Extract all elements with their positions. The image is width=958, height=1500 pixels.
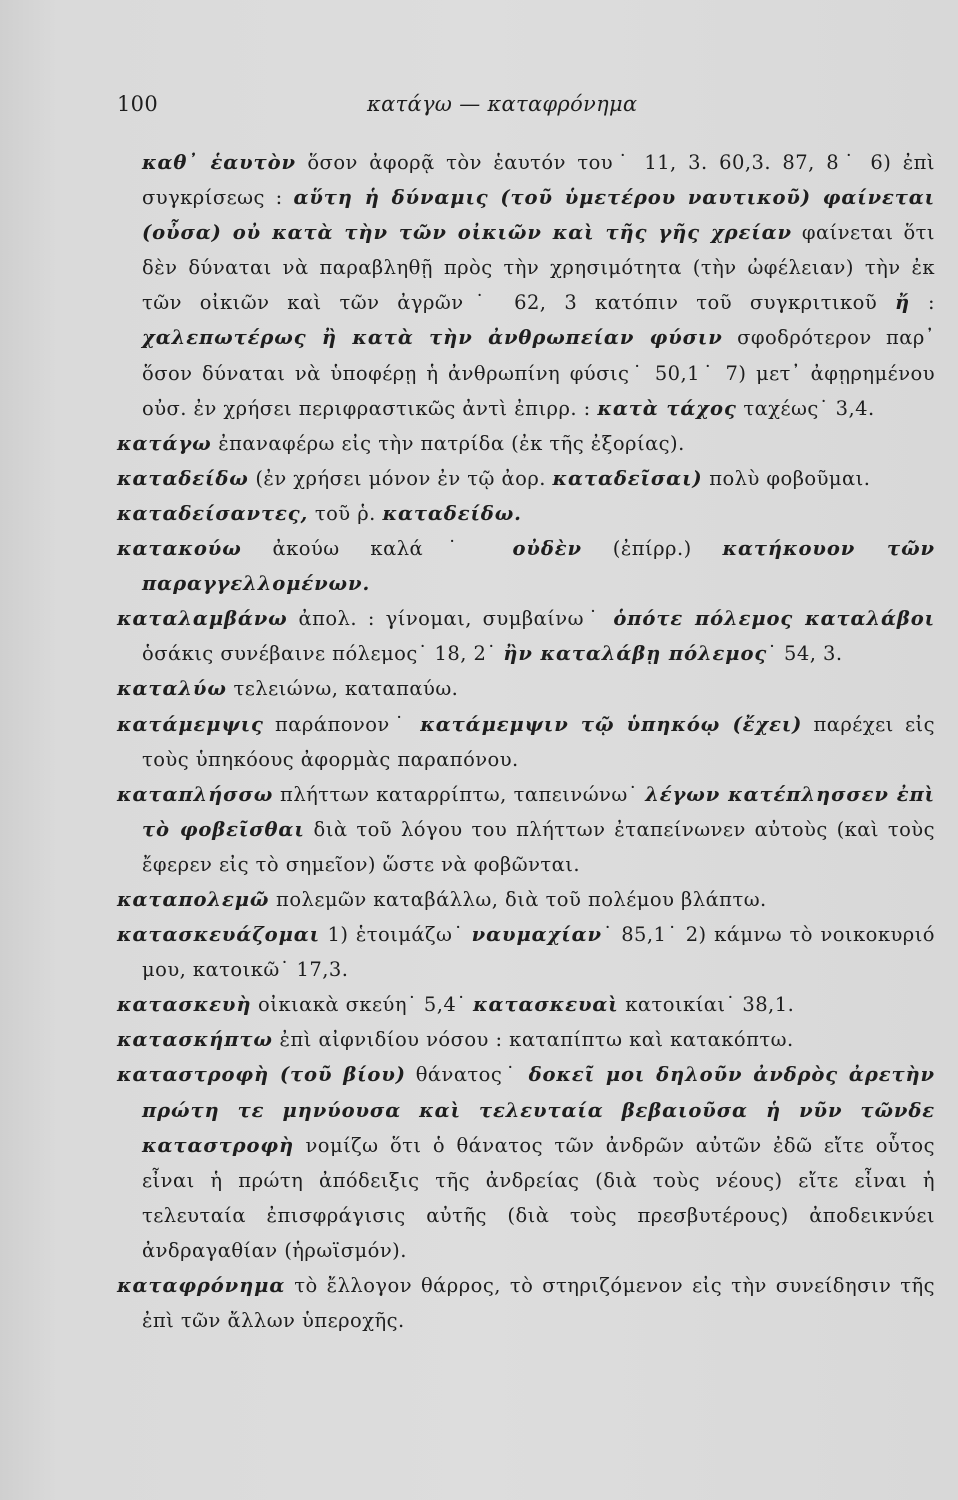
bold-italic-text: καταδείδω.	[382, 501, 522, 525]
dictionary-entry	[117, 777, 935, 882]
bold-italic-text: καταδεῖσαι)	[552, 466, 703, 490]
bold-italic-text: κατασκευὴ	[117, 993, 252, 1017]
entry-text: ˙ 54, 3.	[767, 642, 843, 666]
dictionary-entry	[117, 987, 935, 1022]
dictionary-entry	[117, 707, 935, 777]
page-number: 100	[117, 92, 158, 116]
bold-italic-text: κατάμεμψιν τῷ ὑπηκόῳ (ἔχει)	[420, 712, 803, 736]
entry-text: τελειώνω, καταπαύω.	[226, 677, 459, 701]
entry-text: θάνατος˙	[405, 1063, 529, 1087]
running-head: κατάγω — καταφρόνημα	[367, 92, 638, 116]
dictionary-entry	[117, 601, 935, 671]
entry-text: (ἐπίρρ.)	[581, 537, 723, 561]
entry-text: πολὺ φοβοῦμαι.	[702, 466, 871, 490]
bold-italic-text: κατασκευαὶ	[473, 993, 619, 1017]
dictionary-entry	[117, 1022, 935, 1057]
entry-text: πλήττων καταρρίπτω, ταπεινώνω˙	[273, 782, 646, 806]
dictionary-entry	[117, 426, 935, 461]
dictionary-entry	[117, 531, 935, 601]
bold-italic-text: κατάγω	[117, 431, 212, 455]
bold-italic-text: καταπλήσσω	[117, 782, 274, 806]
bold-italic-text: κατασκήπτω	[117, 1028, 273, 1052]
dictionary-entry	[117, 145, 935, 426]
entry-text: ὁσάκις συνέβαινε πόλεμος˙ 18, 2˙	[142, 642, 504, 666]
bold-italic-text: οὐδὲν	[512, 537, 582, 561]
bold-italic-text: ἤ	[895, 291, 911, 315]
bold-italic-text: ὁπότε πόλεμος καταλάβοι	[613, 607, 935, 631]
page-header	[117, 92, 877, 122]
bold-italic-text: κατὰ τάχος	[597, 396, 737, 420]
bold-italic-text: κατήκουον τῶν παραγγελλομένων.	[142, 537, 935, 596]
dictionary-body	[117, 145, 935, 1338]
bold-italic-text: κατάμεμψις	[117, 712, 264, 736]
entry-text: ταχέως˙ 3,4.	[736, 396, 875, 420]
bold-italic-text: αὕτη ἡ δύναμις (τοῦ ὑμετέρου ναυτικοῦ) φαίνεται (οὖσα) οὐ κατὰ τὴν τῶν οἰκιῶν καὶ τῆς γῆς χρείαν	[142, 186, 936, 245]
bold-italic-text: κατασκευάζομαι	[117, 923, 321, 947]
entry-text: φαίνεται ὅτι δὲν δύναται νὰ παραβληθῇ πρὸς τὴν χρησιμότητα (τὴν ὠφέλειαν) τὴν ἐκ τῶν οἰκιῶν καὶ τῶν ἀγρῶν˙ 62, 3 κατόπιν τοῦ συγκριτικοῦ	[142, 221, 935, 315]
entry-text: ἐπὶ αἰφνιδίου νόσου : καταπίπτω καὶ κατακόπτω.	[272, 1028, 794, 1052]
dictionary-entry	[117, 882, 935, 917]
dictionary-entry	[117, 461, 935, 496]
entry-text: σφοδρότερον παρ᾽ ὅσον δύναται νὰ ὑποφέρῃ ἡ ἀνθρωπίνη φύσις˙ 50,1˙ 7) μετ᾽ ἀφῃρημένου οὐσ. ἐν χρήσει περιφραστικῶς ἀντὶ ἐπιρρ. :	[142, 326, 935, 420]
bold-italic-text: ἢν καταλάβῃ πόλεμος	[503, 642, 768, 666]
bold-italic-text: καταλύω	[117, 677, 227, 701]
dictionary-entry	[117, 496, 935, 531]
dictionary-entry	[117, 1268, 935, 1338]
entry-text: κατοικίαι˙ 38,1.	[618, 993, 795, 1017]
bold-italic-text: καταστροφὴ (τοῦ βίου)	[117, 1063, 406, 1087]
entry-text: οἰκιακὰ σκεύη˙ 5,4˙	[251, 993, 474, 1017]
entry-text: διὰ τοῦ λόγου του πλήττων ἐταπείνωνεν αὐτοὺς (καὶ τοὺς ἔφερεν εἰς τὸ σημεῖον) ὥστε νὰ φοβῶνται.	[142, 817, 935, 876]
dictionary-entry	[117, 671, 935, 706]
bold-italic-text: καταδείδω	[117, 466, 249, 490]
bold-italic-text: καταδείσαντες,	[117, 501, 309, 525]
entry-text: τὸ ἔλλογον θάρρος, τὸ στηριζόμενον εἰς τὴν συνείδησιν τῆς ἐπὶ τῶν ἄλλων ὑπεροχῆς.	[142, 1274, 935, 1333]
entry-text: τοῦ ῥ.	[308, 501, 383, 525]
entry-text: παράπονον˙	[263, 712, 421, 736]
bold-italic-text: καθ᾽ ἑαυτὸν	[142, 151, 296, 174]
bold-italic-text: ναυμαχίαν	[471, 923, 602, 947]
entry-text: ἐπαναφέρω εἰς τὴν πατρίδα (ἐκ τῆς ἐξορίας).	[211, 431, 685, 455]
entry-text: παρέχει εἰς τοὺς ὑπηκόους ἀφορμὰς παραπόνου.	[142, 712, 935, 771]
entry-text: (ἐν χρήσει μόνον ἐν τῷ ἀορ.	[248, 466, 553, 490]
bold-italic-text: χαλεπωτέρως ἢ κατὰ τὴν ἀνθρωπείαν φύσιν	[142, 326, 723, 350]
bold-italic-text: δοκεῖ μοι δηλοῦν ἀνδρὸς ἀρετὴν πρώτη τε μηνύουσα καὶ τελευταία βεβαιοῦσα ἡ νῦν τῶνδε καταστροφὴ	[142, 1063, 935, 1157]
bold-italic-text: καταπολεμῶ	[117, 887, 270, 911]
bold-italic-text: καταφρόνημα	[117, 1274, 286, 1297]
bold-italic-text: κατακούω	[117, 537, 242, 561]
dictionary-entry	[117, 917, 935, 987]
entry-text: :	[910, 291, 935, 315]
entry-text: ἀκούω καλά˙	[241, 537, 513, 561]
dictionary-entry	[117, 1057, 935, 1268]
entry-text: ˙ 85,1˙ 2) κάμνω τὸ νοικοκυριό μου, κατοικῶ˙ 17,3.	[142, 923, 935, 982]
bold-italic-text: λέγων κατέπλησσεν ἐπὶ τὸ φοβεῖσθαι	[142, 782, 935, 841]
entry-text: νομίζω ὅτι ὁ θάνατος τῶν ἀνδρῶν αὐτῶν ἐδῶ εἴτε οὗτος εἶναι ἡ πρώτη ἀπόδειξις τῆς ἀνδρείας (διὰ τοὺς νέους) εἴτε εἶναι ἡ τελευταία ἐπισφράγισις αὐτῆς (διὰ τοὺς πρεσβυτέρους) ἀποδεικνύει ἀνδραγαθίαν (ἡρωϊσμόν).	[142, 1133, 935, 1262]
entry-text: ἀπολ. : γίνομαι, συμβαίνω˙	[287, 607, 614, 631]
entry-text: 1) ἑτοιμάζω˙	[320, 923, 472, 947]
entry-text: πολεμῶν καταβάλλω, διὰ τοῦ πολέμου βλάπτω.	[269, 887, 767, 911]
bold-italic-text: καταλαμβάνω	[117, 607, 288, 631]
entry-text: ὅσον ἀφορᾷ τὸν ἑαυτόν του˙ 11, 3. 60,3. 87, 8˙ 6) ἐπὶ συγκρίσεως :	[142, 151, 935, 210]
